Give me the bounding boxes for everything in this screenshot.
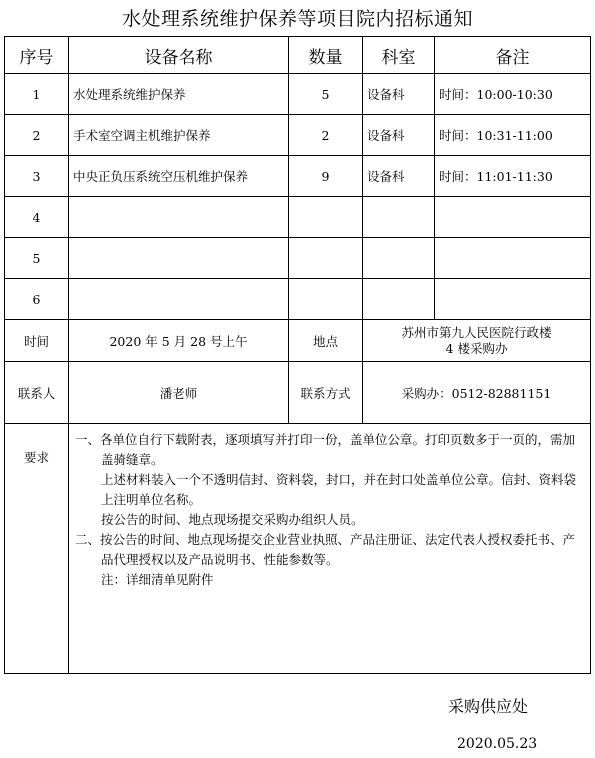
row-note: 时间：10:00-10:30 [435,74,591,115]
contact-label: 联系人 [5,362,69,424]
tender-table [4,36,591,674]
row-no: 5 [5,238,69,279]
time-label: 时间 [5,320,69,362]
row-no: 2 [5,115,69,156]
row-dept [363,238,435,279]
document-title: 水处理系统维护保养等项目院内招标通知 [121,8,473,30]
contact-method-value: 采购办：0512-82881151 [363,362,591,424]
table-row [5,279,591,320]
row-no: 6 [5,279,69,320]
time-place-row [5,320,591,362]
table-row [5,197,591,238]
footer-department: 采购供应处 [448,697,529,716]
row-qty [289,279,363,320]
table-row [5,115,591,156]
place-value-line2: 4 楼采购办 [445,340,508,356]
header-note: 备注 [435,37,591,74]
place-label: 地点 [289,320,363,362]
contact-value: 潘老师 [69,362,289,424]
row-name [69,238,289,279]
row-name: 水处理系统维护保养 [69,74,289,115]
requirements-label: 要求 [5,424,69,674]
requirement-note: 注：详细清单见附件 [101,572,214,587]
requirement-paragraph: 按公告的时间、地点现场提交采购办组织人员。 [101,512,364,527]
requirement-paragraph: 上述材料装入一个不透明信封、资料袋，封口，并在封口处盖单位公章。信封、资料袋上注明单位名称。 [101,472,577,507]
row-qty [289,238,363,279]
place-value [363,320,591,362]
row-note [435,279,591,320]
header-name: 设备名称 [69,37,289,74]
row-no: 4 [5,197,69,238]
contact-row [5,362,591,424]
row-dept [363,197,435,238]
table-row [5,156,591,197]
row-dept: 设备科 [363,115,435,156]
requirement-paragraph: 一、各单位自行下载附表，逐项填写并打印一份，盖单位公章。打印页数多于一页的，需加盖骑缝章。 [75,432,576,467]
header-dept: 科室 [363,37,435,74]
requirement-paragraph: 二、按公告的时间、地点现场提交企业营业执照、产品注册证、法定代表人授权委托书、产品代理授权以及产品说明书、性能参数等。 [75,532,576,567]
row-qty: 5 [289,74,363,115]
requirements-row [5,424,591,674]
header-no: 序号 [5,37,69,74]
footer-date: 2020.05.23 [457,736,538,752]
table-row [5,238,591,279]
row-qty: 9 [289,156,363,197]
time-value: 2020 年 5 月 28 号上午 [69,320,289,362]
contact-method-label: 联系方式 [289,362,363,424]
row-name: 手术室空调主机维护保养 [69,115,289,156]
row-qty [289,197,363,238]
requirements-text [69,424,591,674]
row-dept: 设备科 [363,74,435,115]
row-note [435,238,591,279]
row-dept [363,279,435,320]
table-row [5,74,591,115]
row-no: 3 [5,156,69,197]
row-note [435,197,591,238]
row-dept: 设备科 [363,156,435,197]
header-qty: 数量 [289,37,363,74]
row-no: 1 [5,74,69,115]
row-name [69,279,289,320]
place-value-line1: 苏州市第九人民医院行政楼 [401,324,552,340]
row-name [69,197,289,238]
row-name: 中央正负压系统空压机维护保养 [69,156,289,197]
row-qty: 2 [289,115,363,156]
header-row [5,37,591,74]
row-note: 时间：10:31-11:00 [435,115,591,156]
row-note: 时间：11:01-11:30 [435,156,591,197]
